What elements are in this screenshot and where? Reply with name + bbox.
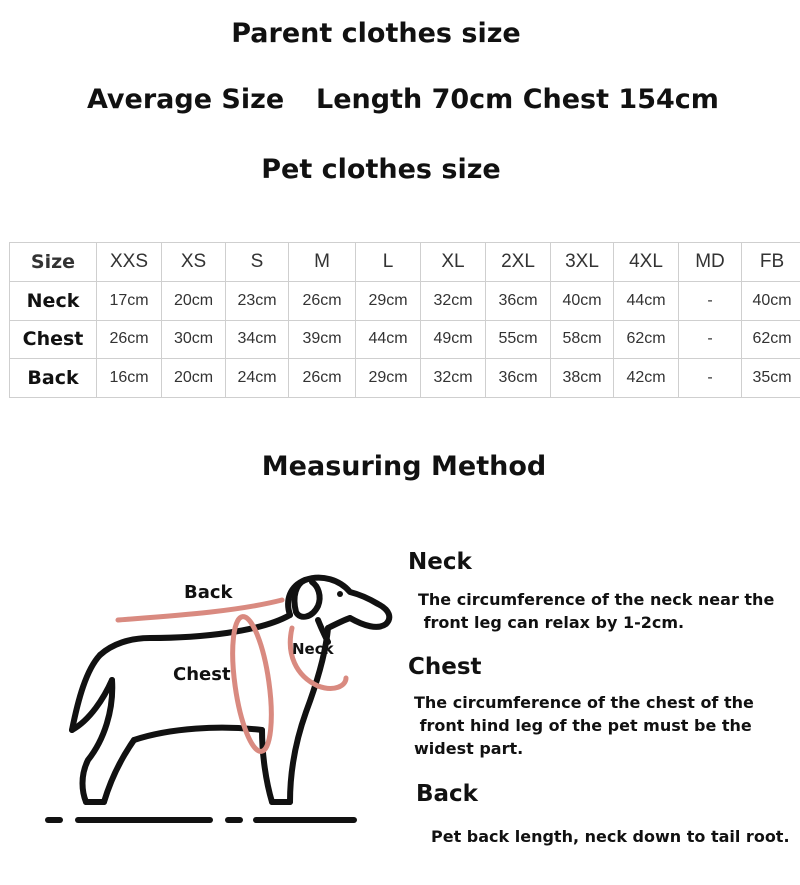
chest-desc-line: front hind leg of the pet must be the [414,716,752,735]
size-column-header: L [356,243,421,282]
table-cell: 26cm [97,320,162,359]
size-column-header: XXS [97,243,162,282]
neck-desc-line: The circumference of the neck near the [418,590,775,609]
dog-eye-icon [337,591,343,597]
table-cell: 38cm [551,359,614,398]
size-column-header: FB [742,243,800,282]
chest-desc-line: widest part. [414,739,524,758]
size-column-header: 3XL [551,243,614,282]
average-size-value: Length 70cm Chest 154cm [316,84,719,115]
neck-description [418,588,774,634]
table-cell: 16cm [97,359,162,398]
table-cell: 20cm [162,359,226,398]
table-cell: 55cm [486,320,551,359]
diagram-chest-label: Chest [173,664,231,685]
table-cell: 62cm [614,320,679,359]
neck-heading: Neck [408,549,472,575]
table-cell: 49cm [421,320,486,359]
table-cell: 35cm [742,359,800,398]
size-column-header: 2XL [486,243,551,282]
table-cell: 40cm [742,281,800,320]
neck-desc-line: front leg can relax by 1-2cm. [418,613,685,632]
parent-size-title: Parent clothes size [231,18,521,49]
measuring-method-title: Measuring Method [261,451,547,482]
table-cell: 40cm [551,281,614,320]
table-cell: 36cm [486,359,551,398]
table-row [10,320,800,359]
table-cell: 34cm [226,320,289,359]
table-header-row [10,243,800,282]
table-cell: 17cm [97,281,162,320]
back-tape [118,600,282,620]
table-cell: 62cm [742,320,800,359]
table-cell: 36cm [486,281,551,320]
size-column-header: XS [162,243,226,282]
table-cell: - [679,359,742,398]
table-cell: 44cm [614,281,679,320]
row-label: Chest [10,320,97,359]
table-cell: 20cm [162,281,226,320]
table-header-label: Size [10,243,97,282]
table-cell: - [679,320,742,359]
size-column-header: XL [421,243,486,282]
size-column-header: MD [679,243,742,282]
table-cell: 29cm [356,281,421,320]
table-cell: 39cm [289,320,356,359]
table-cell: 58cm [551,320,614,359]
table-cell: 30cm [162,320,226,359]
back-description: Pet back length, neck down to tail root. [431,827,790,846]
table-cell: 32cm [421,359,486,398]
dog-measuring-diagram [0,520,400,885]
chest-description [414,691,754,760]
size-column-header: 4XL [614,243,679,282]
average-size-label: Average Size [87,84,285,115]
pet-size-title: Pet clothes size [261,154,501,185]
table-cell: 23cm [226,281,289,320]
size-column-header: M [289,243,356,282]
table-cell: 26cm [289,359,356,398]
chest-tape [226,614,279,753]
table-cell: 42cm [614,359,679,398]
size-column-header: S [226,243,289,282]
table-cell: 24cm [226,359,289,398]
table-row [10,359,800,398]
diagram-neck-label: Neck [292,640,334,658]
table-cell: 26cm [289,281,356,320]
table-cell: 32cm [421,281,486,320]
table-cell: 29cm [356,359,421,398]
table-cell: 44cm [356,320,421,359]
chest-desc-line: The circumference of the chest of the [414,693,754,712]
back-heading: Back [416,781,478,807]
table-cell: - [679,281,742,320]
table-row [10,281,800,320]
row-label: Neck [10,281,97,320]
row-label: Back [10,359,97,398]
pet-size-table [9,242,800,398]
chest-heading: Chest [408,654,482,680]
diagram-back-label: Back [184,582,233,603]
